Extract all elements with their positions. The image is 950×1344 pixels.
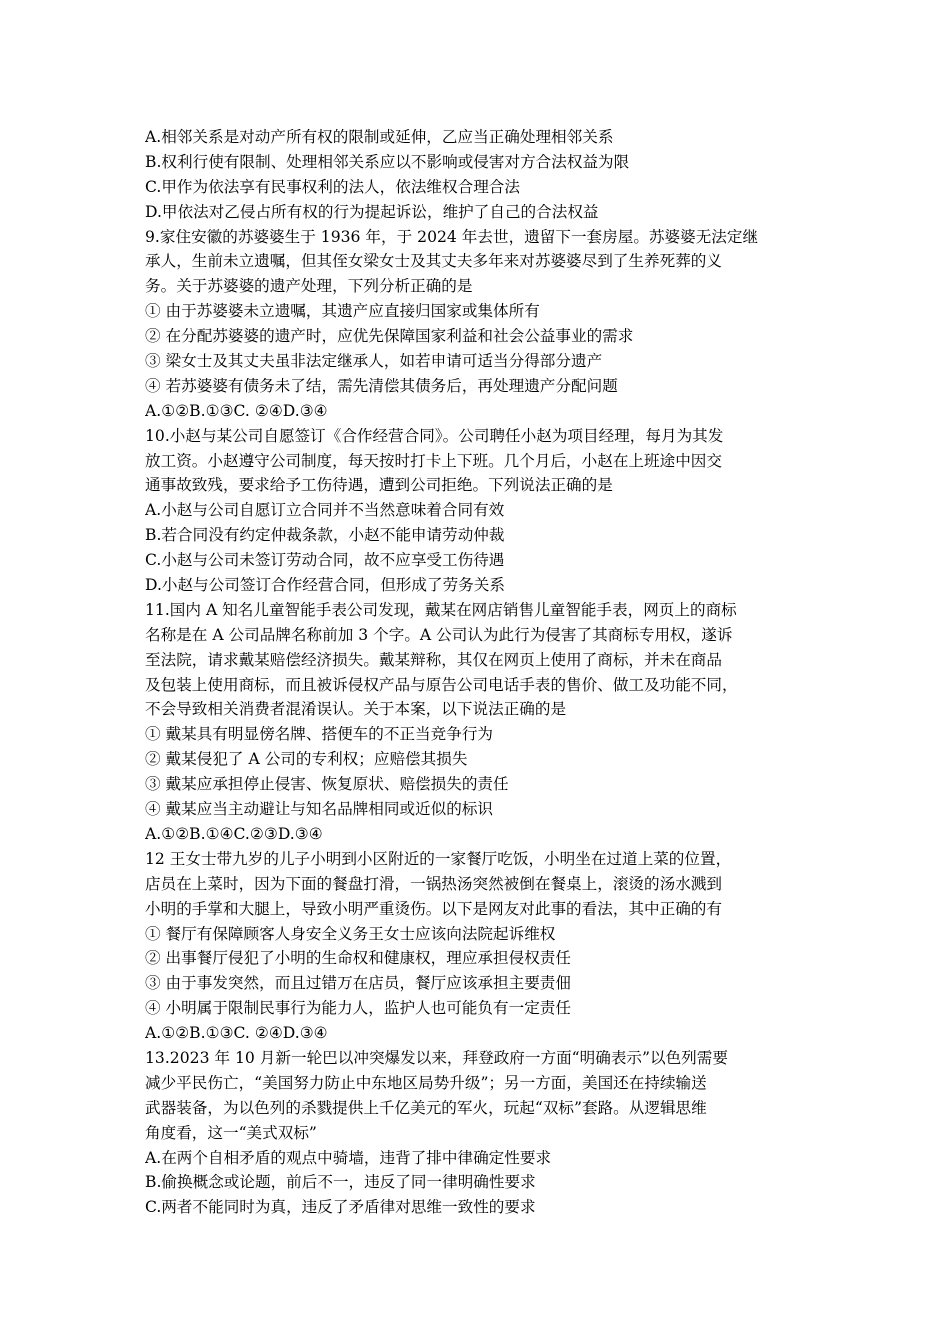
option-line: B.偷换概念或论题，前后不一，违反了同一律明确性要求 [145, 1173, 536, 1192]
statement-line: ① 戴某具有明显傍名牌、搭便车的不正当竞争行为 [145, 725, 494, 744]
option-line: D.小赵与公司签订合作经营合同，但形成了劳务关系 [145, 576, 505, 595]
statement-line: ④ 若苏婆婆有债务未了结，需先清偿其债务后，再处理遗产分配问题 [145, 376, 618, 395]
statement-line: ② 戴某侵犯了 A 公司的专利权；应赔偿其损失 [145, 750, 468, 769]
statement-line: ③ 梁女士及其丈夫虽非法定继承人，如若申请可适当分得部分遗产 [145, 352, 603, 371]
statement-line: ② 出事餐厅侵犯了小明的生命权和健康权，理应承担侵权责任 [145, 949, 571, 968]
question-12-text: 小明的手掌和大腿上，导致小明严重烫伤。以下是网友对此事的看法，其中正确的有 [145, 899, 722, 918]
answer-options: A.①②B.①③C. ②④D.③④ [145, 1024, 328, 1043]
question-13-text: 13.2023 年 10 月新一轮巴以冲突爆发以来，拜登政府一方面“明确表示”以色列需要 [145, 1048, 728, 1067]
option-line: C.甲作为依法享有民事权利的法人，依法维权合理合法 [145, 177, 520, 196]
statement-line: ④ 小明属于限制民事行为能力人，监护人也可能负有一定责任 [145, 999, 571, 1018]
statement-line: ① 餐厅有保障顾客人身安全义务王女士应该向法院起诉维权 [145, 924, 556, 943]
question-10-text: 通事故致残，要求给予工伤待遇，遭到公司拒绝。下列说法正确的是 [145, 476, 613, 495]
question-9-text: 承人，生前未立遗嘱，但其侄女梁女士及其丈夫多年来对苏婆婆尽到了生养死葬的义 [145, 252, 722, 271]
question-13-text: 武器装备，为以色列的杀戮提供上千亿美元的军火，玩起“双标”套路。从逻辑思维 [145, 1098, 707, 1117]
option-line: A.在两个自相矛盾的观点中骑墙，违背了排中律确定性要求 [145, 1148, 552, 1167]
question-10-text: 放工资。小赵遵守公司制度，每天按时打卡上下班。几个月后，小赵在上班途中因交 [145, 451, 722, 470]
question-11-text: 及包装上使用商标，而且被诉侵权产品与原告公司电话手表的售价、做工及功能不同， [145, 675, 738, 694]
question-13-text: 减少平民伤亡，“美国努力防止中东地区局势升级”；另一方面，美国还在持续输送 [145, 1073, 707, 1092]
question-12-text: 12 王女士带九岁的儿子小明到小区附近的一家餐厅吃饭，小明坐在过道上菜的位置， [145, 849, 732, 868]
answer-options: A.①②B.①④C.②③D.③④ [145, 824, 323, 843]
statement-line: ① 由于苏婆婆未立遗嘱，其遗产应直接归国家或集体所有 [145, 302, 540, 321]
question-11-text: 至法院，请求戴某赔偿经济损失。戴某辩称，其仅在网页上使用了商标，并未在商品 [145, 650, 722, 669]
option-line: D.甲依法对乙侵占所有权的行为提起诉讼，维护了自己的合法权益 [145, 202, 599, 221]
answer-options: A.①②B.①③C. ②④D.③④ [145, 401, 328, 420]
question-12-text: 店员在上菜时，因为下面的餐盘打滑，一锅热汤突然被倒在餐桌上，滚烫的汤水溅到 [145, 874, 722, 893]
question-11-text: 不会导致相关消费者混淆误认。关于本案，以下说法正确的是 [145, 700, 567, 719]
question-11-text: 名称是在 A 公司品牌名称前加 3 个字。A 公司认为此行为侵害了其商标专用权，遂诉 [145, 625, 733, 644]
question-11-text: 11.国内 A 知名儿童智能手表公司发现，戴某在网店销售儿童智能手表，网页上的商标 [145, 600, 737, 619]
question-9-text: 9.家住安徽的苏婆婆生于 1936 年，于 2024 年去世，遗留下一套房屋。苏婆婆无法定继 [145, 227, 759, 246]
question-10-text: 10.小赵与某公司自愿签订《合作经营合同》。公司聘任小赵为项目经理，每月为其发 [145, 426, 724, 445]
statement-line: ③ 戴某应承担停止侵害、恢复原状、赔偿损失的责任 [145, 775, 509, 794]
option-line: A.小赵与公司自愿订立合同并不当然意味着合同有效 [145, 501, 505, 520]
statement-line: ③ 由于事发突然，而且过错万在店员，餐厅应该承担主要责佃 [145, 974, 571, 993]
option-line: B.权利行使有限制、处理相邻关系应以不影响或侵害对方合法权益为限 [145, 152, 630, 171]
question-9-text: 务。关于苏婆婆的遗产处理，下列分析正确的是 [145, 277, 473, 296]
option-line: C.小赵与公司未签订劳动合同，故不应享受工伤待遇 [145, 551, 505, 570]
document-page [145, 125, 825, 1220]
option-line: A.相邻关系是对动产所有权的限制或延伸，乙应当正确处理相邻关系 [145, 128, 614, 146]
option-line: C.两者不能同时为真，违反了矛盾律对思维一致性的要求 [145, 1198, 536, 1217]
statement-line: ② 在分配苏婆婆的遗产时，应优先保障国家利益和社会公益事业的需求 [145, 327, 634, 346]
question-13-text: 角度看，这一“美式双标” [145, 1123, 317, 1142]
statement-line: ④ 戴某应当主动避让与知名品牌相同或近似的标识 [145, 800, 494, 819]
option-line: B.若合同没有约定仲裁条款，小赵不能申请劳动仲裁 [145, 526, 505, 545]
